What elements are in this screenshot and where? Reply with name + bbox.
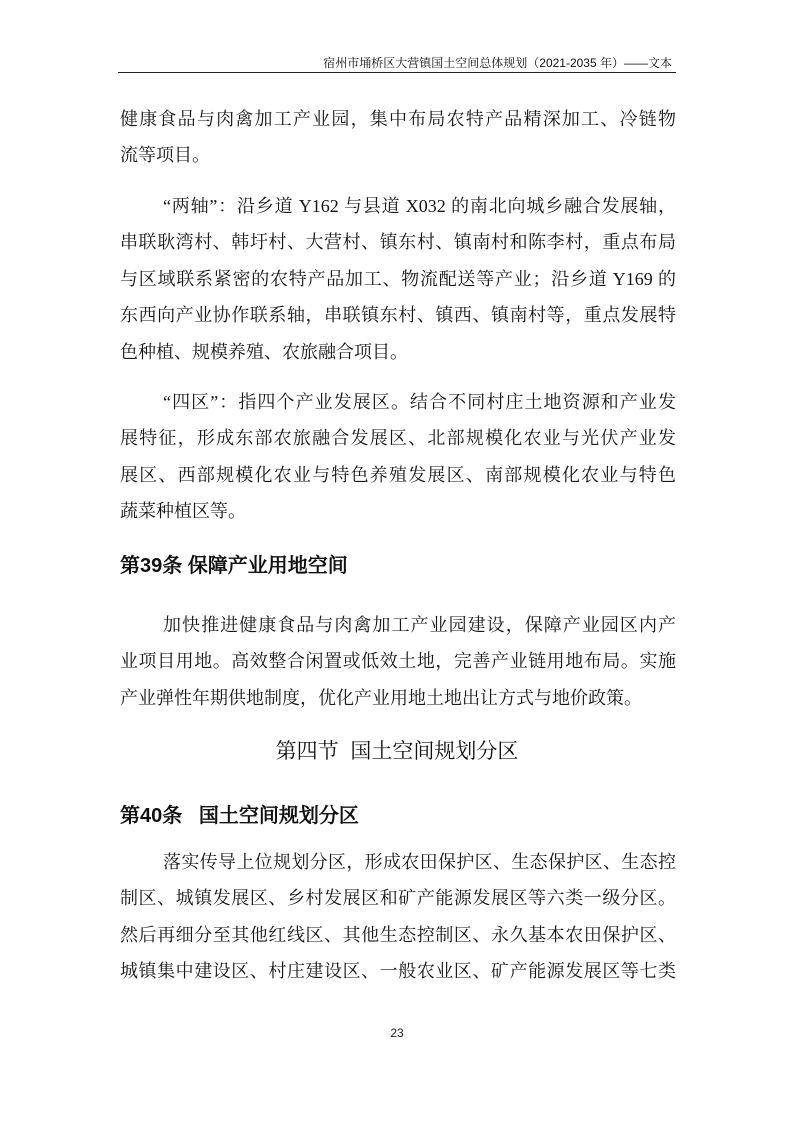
paragraph-line: 产业弹性年期供地制度，优化产业用地土地出让方式与地价政策。	[120, 687, 642, 708]
page-number: 23	[390, 1026, 404, 1040]
paragraph-line: “四区”：指四个产业发展区。结合不同村庄土地资源和产业发	[163, 391, 676, 412]
paragraph-line: 流等项目。	[120, 145, 210, 166]
paragraph-line: 串联耿湾村、韩圩村、大营村、镇东村、镇南村和陈李村，重点布局	[120, 232, 676, 253]
header-rule	[118, 72, 676, 73]
paragraph-line: 展特征，形成东部农旅融合发展区、北部规模化农业与光伏产业发	[120, 428, 676, 449]
paragraph-line: 健康食品与肉禽加工产业园，集中布局农特产品精深加工、冷链物	[120, 108, 676, 129]
paragraph-line: 东西向产业协作联系轴，串联镇东村、镇西、镇南村等，重点发展特	[120, 305, 676, 326]
paragraph-line: “两轴”：沿乡道 Y162 与县道 X032 的南北向城乡融合发展轴，	[163, 195, 676, 216]
article-39-heading: 第39条 保障产业用地空间	[120, 555, 348, 577]
paragraph-line: 与区域联系紧密的农特产品加工、物流配送等产业；沿乡道 Y169 的	[120, 268, 676, 289]
paragraph-planning-zones	[120, 844, 676, 990]
section-4-heading: 第四节 国土空间规划分区	[275, 740, 519, 763]
paragraph-line: 城镇集中建设区、村庄建设区、一般农业区、矿产能源发展区等七类	[120, 961, 676, 982]
paragraph-line: 落实传导上位规划分区，形成农田保护区、生态保护区、生态控	[163, 851, 676, 872]
article-40-heading: 第40条 国土空间规划分区	[120, 805, 359, 827]
running-header: 宿州市埇桥区大营镇国土空间总体规划（2021-2035 年）——文本	[323, 56, 672, 70]
paragraph-line: 加快推进健康食品与肉禽加工产业园建设，保障产业园区内产	[163, 614, 676, 635]
paragraph-line: 制区、城镇发展区、乡村发展区和矿产能源发展区等六类一级分区。	[120, 888, 676, 909]
paragraph-line: 展区、西部规模化农业与特色养殖发展区、南部规模化农业与特色	[120, 464, 676, 485]
paragraph-two-axes	[120, 188, 676, 371]
paragraph-line: 然后再细分至其他红线区、其他生态控制区、永久基本农田保护区、	[120, 924, 676, 945]
paragraph-industrial-land	[120, 607, 676, 717]
paragraph-four-zones	[120, 384, 676, 530]
paragraph-line: 业项目用地。高效整合闲置或低效土地，完善产业链用地布局。实施	[120, 651, 676, 672]
paragraph-industrial-park-continuation	[120, 101, 676, 174]
paragraph-line: 蔬菜种植区等。	[120, 501, 246, 522]
paragraph-line: 色种植、规模养殖、农旅融合项目。	[120, 342, 408, 363]
